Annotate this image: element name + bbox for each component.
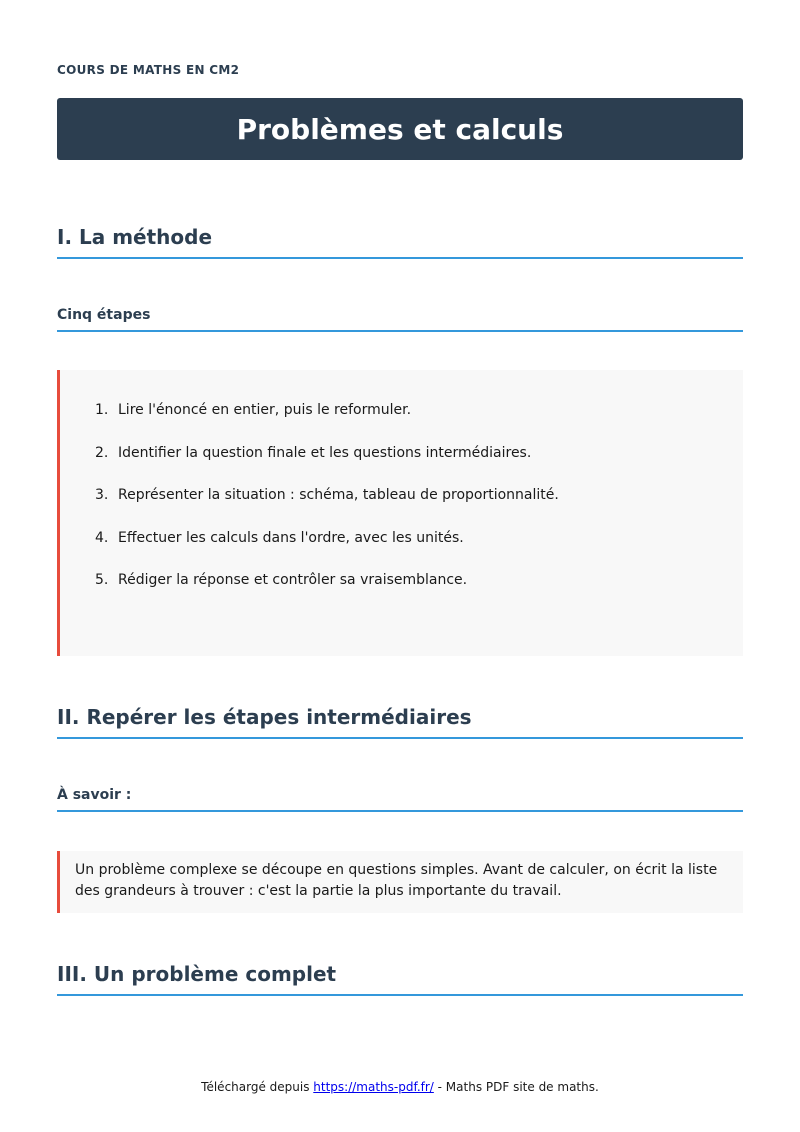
- list-item: [95, 400, 743, 420]
- footer-prefix: Téléchargé depuis: [201, 1080, 314, 1094]
- step-number: 5.: [95, 572, 109, 588]
- list-item: [95, 485, 743, 505]
- footer-suffix: - Maths PDF site de maths.: [433, 1080, 599, 1094]
- step-text: Représenter la situation : schéma, tableau de proportionnalité.: [118, 487, 559, 503]
- subsection-title-cinq-etapes: Cinq étapes: [57, 307, 743, 332]
- steps-list: [60, 370, 743, 590]
- note-box: [57, 851, 743, 913]
- note-text: Un problème complexe se découpe en questions simples. Avant de calculer, on écrit la liste des grandeurs à trouver : c'est la partie la plus importante du travail.: [75, 862, 718, 899]
- course-label: COURS DE MATHS EN CM2: [57, 63, 240, 77]
- title-banner: [57, 98, 743, 160]
- step-text: Lire l'énoncé en entier, puis le reformuler.: [118, 402, 412, 418]
- list-item: [95, 528, 743, 548]
- section-title-probleme-complet: III. Un problème complet: [57, 962, 743, 996]
- step-number: 2.: [95, 444, 109, 461]
- step-number: 3.: [95, 487, 109, 503]
- section-title-methode: I. La méthode: [57, 225, 743, 259]
- list-item: [95, 570, 743, 590]
- subsection-title-a-savoir: À savoir :: [57, 787, 743, 812]
- step-text: Rédiger la réponse et contrôler sa vraisemblance.: [118, 572, 468, 588]
- step-number: 1.: [95, 402, 109, 418]
- section-title-etapes-intermediaires: II. Repérer les étapes intermédiaires: [57, 705, 743, 739]
- step-number: 4.: [95, 529, 109, 546]
- steps-box: [57, 370, 743, 656]
- step-text: Identifier la question finale et les questions intermédiaires.: [118, 444, 532, 461]
- list-item: [95, 443, 743, 463]
- footer: [0, 1080, 800, 1094]
- footer-link[interactable]: https://maths-pdf.fr/: [313, 1080, 434, 1094]
- step-text: Effectuer les calculs dans l'ordre, avec les unités.: [118, 529, 464, 546]
- page-title: Problèmes et calculs: [236, 112, 564, 146]
